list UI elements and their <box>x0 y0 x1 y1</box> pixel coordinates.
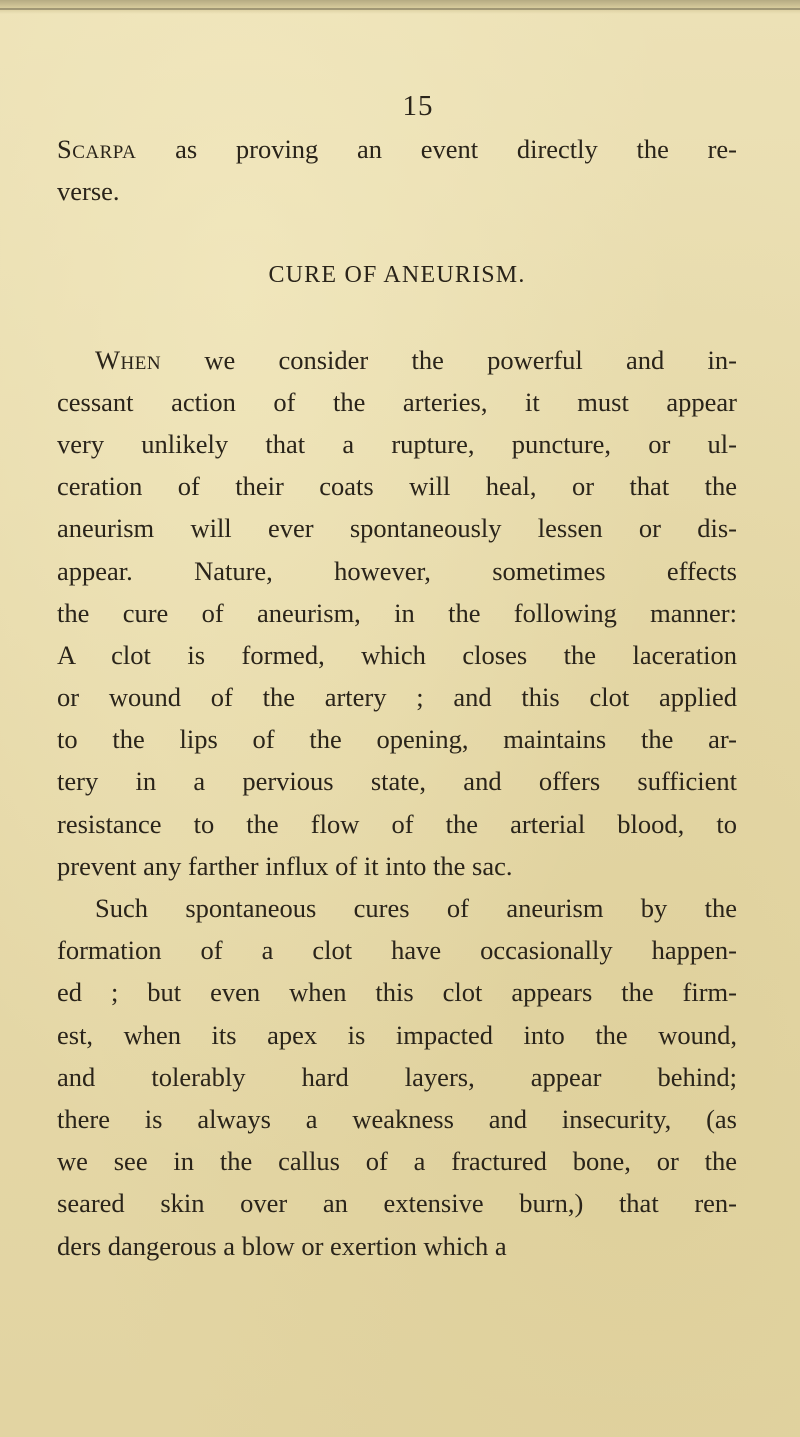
author-name-scarpa: Scarpa <box>57 134 137 164</box>
paragraph-2-line: to the lips of the opening, maintains the ar- <box>57 724 737 755</box>
page-top-rule <box>0 8 800 10</box>
paragraph-2-line: appear. Nature, however, sometimes effects <box>57 555 737 586</box>
section-heading: CURE OF ANEURISM. <box>268 262 526 289</box>
paragraph-1-line-1-text: as proving an event directly the re- <box>175 134 737 164</box>
paragraph-2-line: very unlikely that a rupture, puncture, or ul- <box>57 428 737 459</box>
paragraph-3-line: seared skin over an extensive burn,) that ren- <box>57 1188 737 1219</box>
paragraph-3-line: ed ; but even when this clot appears the firm- <box>57 977 737 1008</box>
paragraph-2-line: or wound of the artery ; and this clot applied <box>57 682 737 713</box>
paragraph-3-line: and tolerably hard layers, appear behind; <box>57 1061 737 1092</box>
paragraph-2-line: resistance to the flow of the arterial blood, to <box>57 808 737 839</box>
paragraph-2-line-1 <box>57 339 737 381</box>
page-top-edge <box>0 0 800 14</box>
paragraph-2-line: A clot is formed, which closes the laceration <box>57 639 737 670</box>
paragraph-3-line: ders dangerous a blow or exertion which a <box>57 1230 507 1261</box>
paragraph-2-line: aneurism will ever spontaneously lessen or dis- <box>57 513 737 544</box>
paragraph-3-line: Such spontaneous cures of aneurism by the <box>95 893 737 923</box>
paragraph-1-line-2: verse. <box>57 176 120 207</box>
paragraph-3-line: formation of a clot have occasionally happen- <box>57 935 737 966</box>
paragraph-2-line: cessant action of the arteries, it must appear <box>57 386 737 417</box>
drop-word-when: When <box>95 344 162 375</box>
paragraph-3-line: est, when its apex is impacted into the wound, <box>57 1019 737 1050</box>
paragraph-3-line: we see in the callus of a fractured bone, or the <box>57 1146 737 1177</box>
paragraph-2-line: the cure of aneurism, in the following manner: <box>57 597 737 628</box>
paragraph-2-line: ceration of their coats will heal, or that the <box>57 471 737 502</box>
page-body <box>57 128 737 1267</box>
paragraph-2-line: tery in a pervious state, and offers sufficient <box>57 766 737 797</box>
paragraph-2-line: prevent any farther influx of it into the sac. <box>57 850 513 881</box>
paragraph-1-line-1 <box>57 128 737 170</box>
page-number: 15 <box>402 90 434 122</box>
paragraph-2-line-1-text: we consider the powerful and in- <box>204 344 737 375</box>
paragraph-3-line: there is always a weakness and insecurity, (as <box>57 1103 737 1134</box>
